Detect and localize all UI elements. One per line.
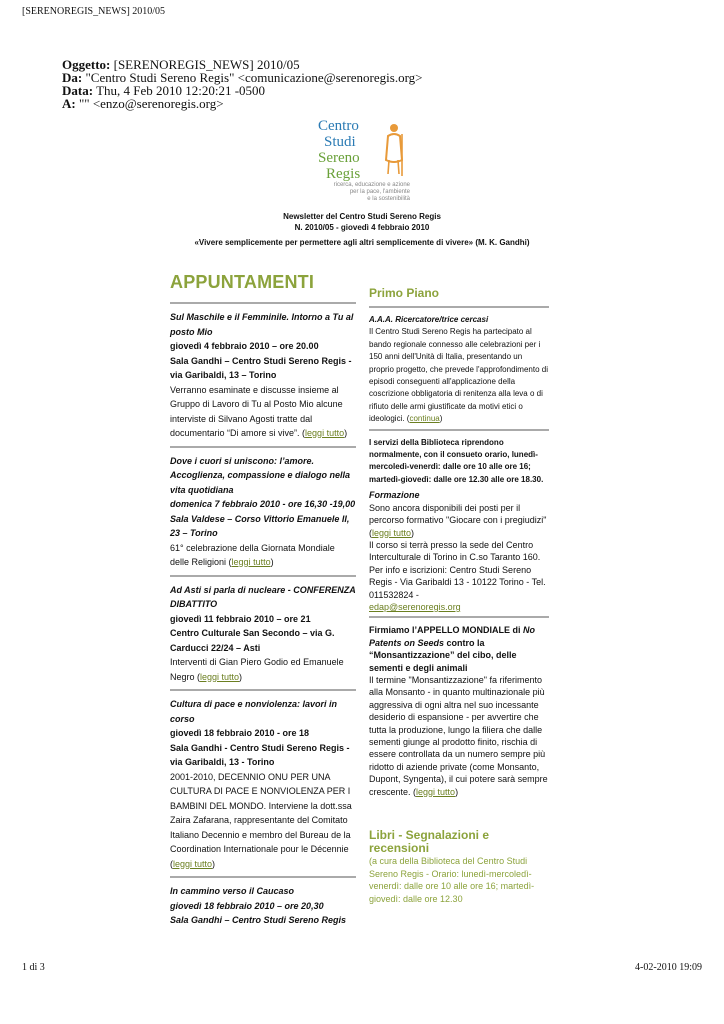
page-number: 1 di 3 xyxy=(22,962,45,973)
event-item xyxy=(170,697,356,876)
appello-title-c: contro la “Monsantizzazione” del cibo, delle sementi e degli animali xyxy=(369,637,517,673)
sereno-regis-logo xyxy=(318,118,412,206)
newsletter-issue: N. 2010/05 - giovedì 4 febbraio 2010 xyxy=(294,223,430,232)
event-location: Centro Culturale San Secondo – via G. Carducci 22/24 – Asti xyxy=(170,628,335,653)
news-title: A.A.A. Ricercatore/trice cercasi xyxy=(369,315,489,324)
news-text: Il Centro Studi Sereno Regis ha partecipato al bando regionale connesso alle celebrazioni per i 150 anni dell'Unità di Italia, presentando un proprio progetto, che prevede l'approfondimento di episodi conseguenti all'applicazione della coscrizione obbligatoria di renitenza alla leva o di rifiuto delle armi giustificate da motivi etici o ideologici. (continua) xyxy=(369,327,548,424)
logo-tagline-2: per la pace, l'ambiente xyxy=(349,189,410,195)
logo-tagline-3: e la sostenibilità xyxy=(367,196,410,202)
gandhi-figure-icon xyxy=(380,122,406,178)
event-title: Ad Asti si parla di nucleare - CONFERENZA DIBATTITO xyxy=(170,584,356,609)
event-location: Sala Gandhi - Centro Studi Sereno Regis - via Garibaldi, 13 - Torino xyxy=(170,742,350,767)
newsletter-heading xyxy=(150,211,574,233)
event-date: domenica 7 febbraio 2010 - ore 16,30 -19,00 xyxy=(170,499,356,509)
date-label: Data: xyxy=(62,83,94,98)
print-header: [SERENOREGIS_NEWS] 2010/05 xyxy=(22,6,166,17)
event-item xyxy=(170,583,356,690)
email-header xyxy=(62,58,423,110)
to-value: "" <enzo@serenoregis.org> xyxy=(78,96,224,111)
read-more-link[interactable]: leggi tutto xyxy=(372,527,412,538)
divider xyxy=(170,689,356,691)
subject-value: [SERENOREGIS_NEWS] 2010/05 xyxy=(113,57,300,72)
event-item xyxy=(170,454,356,575)
biblioteca-text: I servizi della Biblioteca riprendono normalmente, con il consueto orario, lunedì-mercoledì-venerdì: dalle ore 10 alle ore 16; martedì-giovedì: dalle ore 12.30 alle ore 18.30. xyxy=(369,437,544,484)
event-location: Sala Gandhi – Centro Studi Sereno Regis - via Garibaldi, 13 – Torino xyxy=(170,355,352,380)
news-title: Formazione xyxy=(369,490,420,501)
to-label: A: xyxy=(62,96,76,111)
primo-piano-title: Primo Piano xyxy=(369,286,440,300)
news-body: Il Centro Studi Sereno Regis ha partecipato al bando regionale connesso alle celebrazioni per i 150 anni dell'Unità di Italia, presentando un proprio progetto, che prevede l'approfondimento di episodi conseguenti all'applicazione della coscrizione obbligatoria di renitenza alla leva o di rifiuto delle armi giustificate da motivi etici o ideologici. ( xyxy=(369,327,548,424)
email-link[interactable]: edap@serenoregis.org xyxy=(369,601,461,612)
event-text: Interventi di Gian Piero Godio ed Emanuele Negro ( xyxy=(170,657,344,682)
appello-title-a: Firmiamo l’APPELLO MONDIALE di xyxy=(369,625,524,636)
appello-title-b: No Patents on Seeds xyxy=(369,625,536,648)
event-date: giovedì 4 febbraio 2010 – ore 20.00 xyxy=(170,341,319,351)
subject-label: Oggetto: xyxy=(62,57,111,72)
read-more-link[interactable]: leggi tutto xyxy=(231,557,271,567)
news-body: Sono ancora disponibili dei posti per il percorso formativo "Giocare con i pregiudizi" ( xyxy=(369,502,547,538)
gandhi-quote: «Vivere semplicemente per permettere agli altri semplicemente di vivere» (M. K. Gandhi) xyxy=(194,238,530,247)
event-title: Sul Maschile e il Femminile. Intorno a Tu al posto Mio xyxy=(170,312,354,337)
read-more-link[interactable]: leggi tutto xyxy=(416,786,456,797)
libri-subtitle: (a cura della Biblioteca del Centro Studi Sereno Regis - Orario: lunedì-mercoledì-venerdì: dalle ore 10 alle ore 16; martedì-giovedì: dalle ore 12.30 xyxy=(369,856,535,904)
event-item xyxy=(170,310,356,446)
event-title: In cammino verso il Caucaso xyxy=(170,886,295,896)
from-value: "Centro Studi Sereno Regis" <comunicazione@serenoregis.org> xyxy=(85,70,423,85)
news-body: Il termine "Monsantizzazione" fa riferimento alla Monsanto - in quanto multinazionale più aggressiva di ogni altra nel suo incessante desiderio di espansione - per avvertire che tutta la produzione, lungo la filiera che dalle sementi giunge al prodotto finito, rischia di essere controllata da un numero sempre più ridotto di aziende private (come Monsanto, Dupont, Syngenta), il cui potere sarà sempre crescente. ( xyxy=(369,674,548,797)
event-text: Verranno esaminate e discusse insieme al Gruppo di Lavoro di Tu al Posto Mio alcune interviste di Silvano Agosti tratte dal documentario “Di amore si vive”. ( xyxy=(170,384,343,438)
formazione-info: Il corso si terrà presso la sede del Centro Interculturale di Torino in C.so Taranto 160. Per info e iscrizioni: Centro Studi Sereno Regis - Via Garibaldi 13 - 10122 Torino - Tel. 011532824 - xyxy=(369,539,546,600)
print-timestamp: 4-02-2010 19:09 xyxy=(635,962,702,973)
date-value: Thu, 4 Feb 2010 12:20:21 -0500 xyxy=(96,83,266,98)
divider xyxy=(170,575,356,577)
event-location: Sala Valdese – Corso Vittorio Emanuele II, 23 – Torino xyxy=(170,513,350,538)
divider xyxy=(369,616,549,618)
event-description: Interventi di Gian Piero Godio ed Emanuele Negro (leggi tutto) xyxy=(170,657,344,682)
event-location: Sala Gandhi – Centro Studi Sereno Regis xyxy=(170,915,347,925)
from-label: Da: xyxy=(62,70,83,85)
logo-line-studi: Studi xyxy=(324,134,356,150)
event-description: 61° celebrazione della Giornata Mondiale delle Religioni (leggi tutto) xyxy=(170,542,335,567)
divider xyxy=(369,429,549,431)
read-more-link[interactable]: leggi tutto xyxy=(200,671,240,682)
divider xyxy=(369,306,549,308)
libri-title: Libri - Segnalazioni e recensioni xyxy=(369,828,490,856)
logo-line-centro: Centro xyxy=(318,118,359,134)
event-text: 61° celebrazione della Giornata Mondiale delle Religioni ( xyxy=(170,542,335,567)
news-ricercatore xyxy=(369,314,549,429)
appuntamenti-title: APPUNTAMENTI xyxy=(170,272,315,292)
read-more-link[interactable]: leggi tutto xyxy=(173,858,213,869)
event-description: Verranno esaminate e discusse insieme al Gruppo di Lavoro di Tu al Posto Mio alcune interviste di Silvano Agosti tratte dal documentario “Di amore si vive”. (leggi tutto) xyxy=(170,384,348,438)
news-title xyxy=(369,624,549,674)
logo-line-sereno: Sereno xyxy=(318,150,360,166)
news-formazione xyxy=(369,489,549,616)
primo-piano-column xyxy=(369,286,549,905)
event-title: Cultura di pace e nonviolenza: lavori in corso xyxy=(170,699,338,724)
event-date: giovedì 18 febbraio 2010 – ore 20,30 xyxy=(170,900,324,911)
news-text: Sono ancora disponibili dei posti per il percorso formativo "Giocare con i pregiudizi" (leggi tutto) xyxy=(369,502,547,538)
event-description: 2001-2010, DECENNIO ONU PER UNA CULTURA DI PACE E NONVIOLENZA PER I BAMBINI DEL MONDO. Interviene la dott.ssa Zaira Zafarana, rappresentante del Comitato Italiano Decennio e membro del Bureau de la Coordination Internationale pour le Décennie (leggi tutto) xyxy=(170,771,352,869)
event-date: giovedì 11 febbraio 2010 – ore 21 xyxy=(170,613,311,624)
divider xyxy=(170,302,356,304)
appuntamenti-column xyxy=(170,272,356,933)
event-title: Dove i cuori si uniscono: l’amore. Accoglienza, compassione e dialogo nella vita quotidiana xyxy=(170,455,351,495)
read-more-link[interactable]: leggi tutto xyxy=(305,428,345,438)
divider xyxy=(170,876,356,878)
news-appello xyxy=(369,624,549,801)
divider xyxy=(170,446,356,448)
logo-tagline-1: ricerca, educazione e azione xyxy=(333,182,410,188)
event-date: giovedì 18 febbraio 2010 - ore 18 xyxy=(170,728,310,738)
news-text: Il termine "Monsantizzazione" fa riferimento alla Monsanto - in quanto multinazionale più aggressiva di ogni altra nel suo incessante desiderio di espansione - per avvertire che tutta la produzione, lungo la filiera che dalle sementi giunge al prodotto finito, rischia di essere controllata da un numero sempre più ridotto di aziende private (come Monsanto, Dupont, Syngenta), il cui potere sarà sempre crescente. (leggi tutto) xyxy=(369,674,548,797)
event-text: 2001-2010, DECENNIO ONU PER UNA CULTURA DI PACE E NONVIOLENZA PER I BAMBINI DEL MONDO. Interviene la dott.ssa Zaira Zafarana, rappresentante del Comitato Italiano Decennio e membro del Bureau de la Coordination Internationale pour le Décennie ( xyxy=(170,771,352,869)
newsletter-title: Newsletter del Centro Studi Sereno Regis xyxy=(283,212,441,221)
news-biblioteca xyxy=(369,437,549,490)
continua-link[interactable]: continua xyxy=(409,414,440,424)
email-to-row xyxy=(62,97,423,110)
event-item xyxy=(170,884,356,933)
logo-line-regis: Regis xyxy=(326,166,361,182)
